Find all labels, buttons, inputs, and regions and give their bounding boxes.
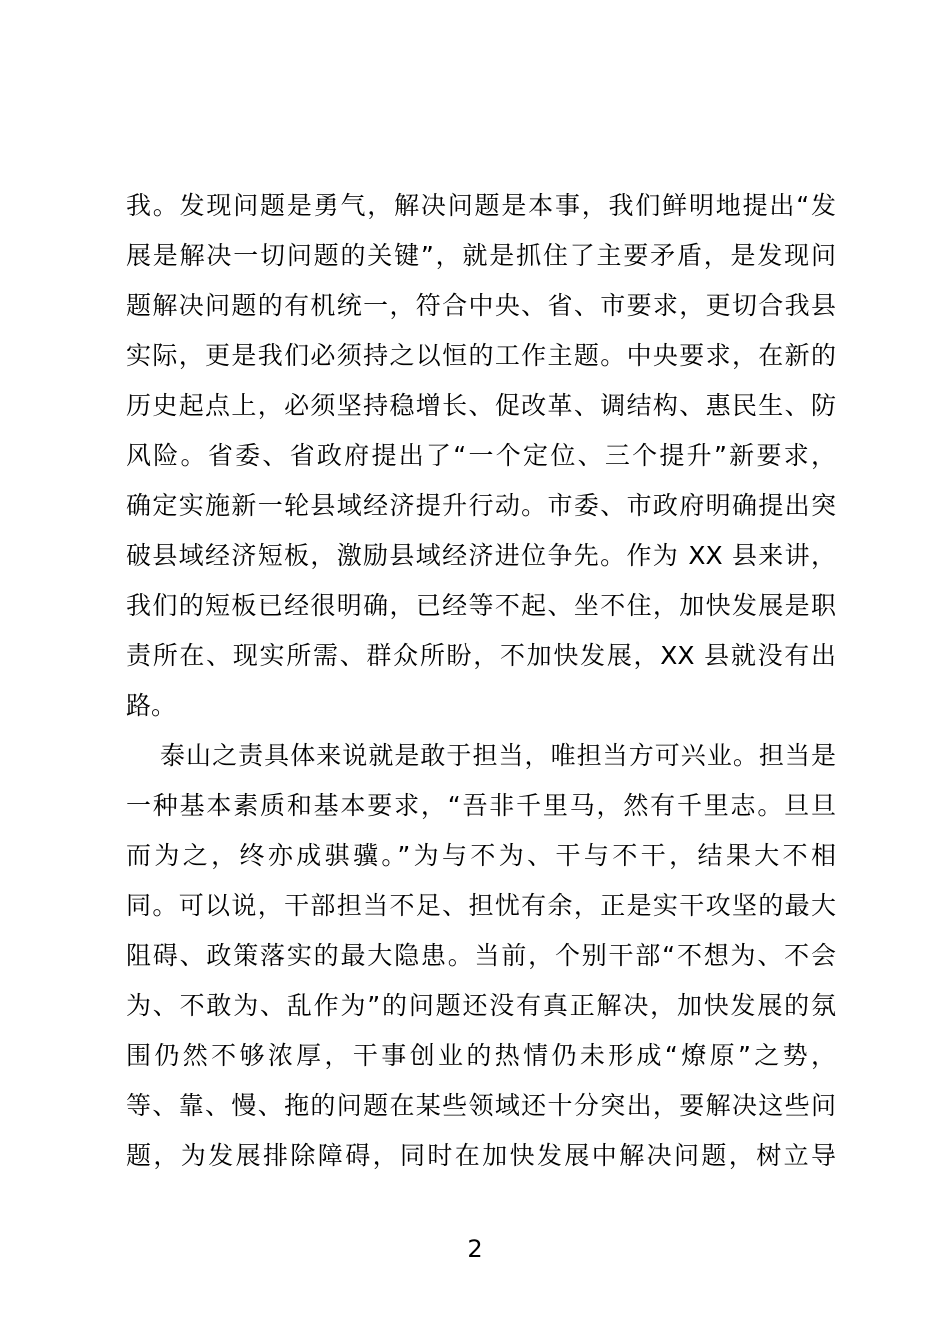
text-line: 历史起点上，必须坚持稳增长、促改革、调结构、惠民生、防 bbox=[126, 391, 836, 420]
text-line: 我们的短板已经很明确，已经等不起、坐不住，加快发展是职 bbox=[126, 591, 836, 620]
text-line: 题解决问题的有机统一，符合中央、省、市要求，更切合我县 bbox=[126, 291, 836, 320]
text-line: 确定实施新一轮县域经济提升行动。市委、市政府明确提出突 bbox=[126, 491, 836, 520]
text-line: 泰山之责具体来说就是敢于担当，唯担当方可兴业。担当是 bbox=[160, 741, 836, 770]
text-line: 阻碍、政策落实的最大隐患。当前，个别干部“不想为、不会 bbox=[126, 941, 836, 970]
text-line: 而为之，终亦成骐骥。”为与不为、干与不干，结果大不相 bbox=[126, 841, 836, 870]
text-line: 围仍然不够浓厚，干事创业的热情仍未形成“燎原”之势， bbox=[126, 1041, 836, 1070]
page-number: 2 bbox=[467, 1235, 483, 1263]
paragraph-1 bbox=[126, 181, 836, 731]
text-line: 等、靠、慢、拖的问题在某些领域还十分突出，要解决这些问 bbox=[126, 1091, 836, 1120]
text-line: 责所在、现实所需、群众所盼，不加快发展，XX 县就没有出 bbox=[126, 641, 836, 670]
text-line: 为、不敢为、乱作为”的问题还没有真正解决，加快发展的氛 bbox=[126, 991, 836, 1020]
text-line: 一种基本素质和基本要求，“吾非千里马，然有千里志。旦旦 bbox=[126, 791, 836, 820]
text-line: 风险。省委、省政府提出了“一个定位、三个提升”新要求， bbox=[126, 441, 836, 470]
text-line: 路。 bbox=[126, 691, 177, 720]
text-line: 展是解决一切问题的关键”，就是抓住了主要矛盾，是发现问 bbox=[126, 241, 836, 270]
text-line: 题，为发展排除障碍，同时在加快发展中解决问题，树立导 bbox=[126, 1141, 836, 1170]
text-line: 破县域经济短板，激励县域经济进位争先。作为 XX 县来讲， bbox=[126, 541, 836, 570]
text-line: 同。可以说，干部担当不足、担忧有余，正是实干攻坚的最大 bbox=[126, 891, 836, 920]
body-text bbox=[126, 181, 836, 1181]
text-line: 实际，更是我们必须持之以恒的工作主题。中央要求，在新的 bbox=[126, 341, 836, 370]
text-line: 我。发现问题是勇气，解决问题是本事，我们鲜明地提出“发 bbox=[126, 191, 836, 220]
paragraph-2 bbox=[126, 731, 836, 1181]
